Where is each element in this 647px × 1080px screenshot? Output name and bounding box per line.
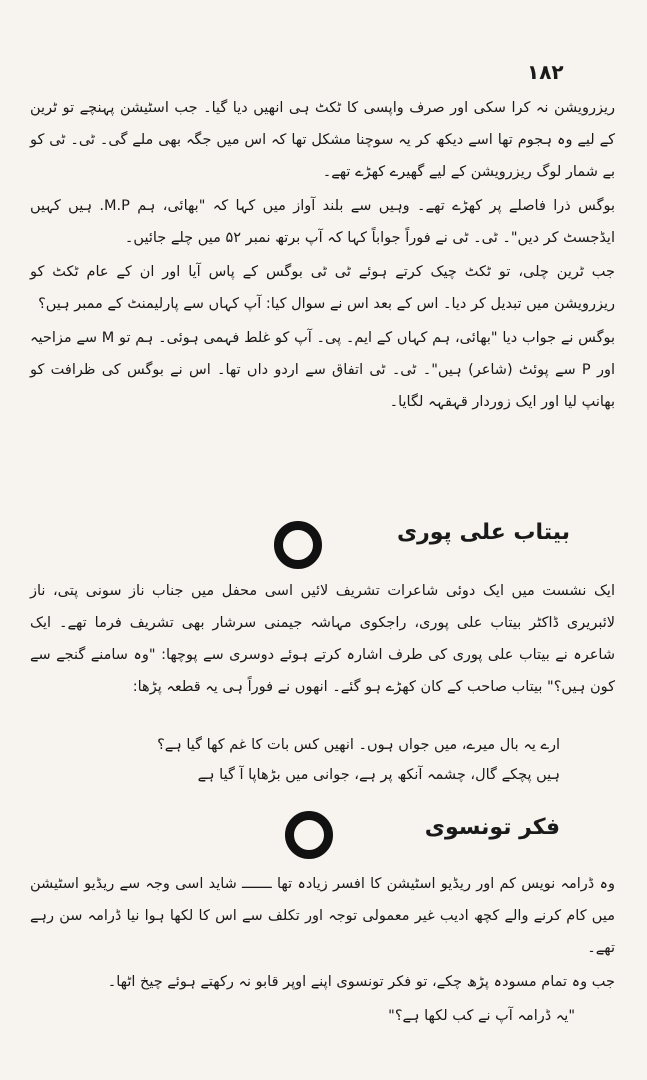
paragraph: ایک نشست میں ایک دوئی شاعرات تشریف لائیں اسی محفل میں جناب ناز سونی پتی، ناز لائبریری ڈاکٹر بیتاب علی پوری، راجکوی مہاشہ جیمنی سرشار بھی تشریف فرما تھے۔ ایک شاعرہ نے بیتاب علی پوری کی طرف اشارہ کرتے ہوئے دوسری سے پوچھا: "وہ سامنے گنجے سے کون ہیں؟" بیتاب صاحب کے کان کھڑے ہو گئے۔ انھوں نے فوراً ہی یہ قطعہ پڑھا: (30, 583, 615, 695)
paragraph: ریزرویشن نہ کرا سکی اور صرف واپسی کا ٹکٹ ہی انھیں دیا گیا۔ جب اسٹیشن پہنچے تو ٹرین کے لیے وہ ہجوم تھا اسے دیکھ کر یہ سوچنا مشکل تھا کہ اس میں جگہ بھی ملے گی۔ ٹی۔ ٹی کو بے شمار لوگ ریزرویشن کے لیے گھیرے کھڑے تھے۔ (30, 100, 615, 180)
section-bogus-anecdote (30, 92, 615, 418)
paragraph: جب ٹرین چلی، تو ٹکٹ چیک کرتے ہوئے ٹی ٹی بوگس کے پاس آیا اور ان کے عام ٹکٹ کو ریزرویشن میں تبدیل کر دیا۔ اس کے بعد اس نے سوال کیا: آپ کہاں سے پارلیمنٹ کے ممبر ہیں؟ (30, 264, 615, 312)
paragraph: بوگس نے جواب دیا "بھائی، ہم کہاں کے ایم۔ پی۔ آپ کو غلط فہمی ہوئی۔ ہم تو M سے مزاحیہ اور P سے پوئٹ (شاعر) ہیں"۔ ٹی۔ ٹی اتفاق سے اردو داں تھا۔ اس نے بوگس کی ظرافت کو بھانپ لیا اور ایک زوردار قہقہہ لگایا۔ (30, 330, 616, 410)
section-bullet-icon (285, 811, 333, 859)
section-bullet-icon (274, 521, 322, 569)
page-number: ۱۸۲ (527, 60, 564, 84)
paragraph: جب وہ تمام مسودہ پڑھ چکے، تو فکر تونسوی اپنے اوپر قابو نہ رکھتے ہوئے چیخ اٹھا۔ (107, 974, 615, 990)
section-fikr-taunsvi (30, 868, 615, 1032)
paragraph: "یہ ڈرامہ آپ نے کب لکھا ہے؟" (388, 1008, 575, 1024)
paragraph: بوگس ذرا فاصلے پر کھڑے تھے۔ وہیں سے بلند آواز میں کہا کہ "بھائی، ہم M.P. ہیں کہیں ایڈجسٹ کر دیں"۔ ٹی۔ ٹی نے فوراً جواباً کہا کہ آپ برتھ نمبر ۵۲ میں چلے جائیں۔ (30, 198, 615, 246)
paragraph: وہ ڈرامہ نویس کم اور ریڈیو اسٹیشن کا افسر زیادہ تھا ـــــــ شاید اسی وجہ سے ریڈیو اسٹیشن میں کام کرنے والے کچھ ادیب غیر معمولی توجہ اور تکلف سے اس کا لکھا ہوا نیا ڈرامہ سن رہے تھے۔ (30, 876, 615, 956)
section-heading-fikr-taunsvi: فکر تونسوی (424, 815, 560, 840)
section-heading-betab-ali-puri: بیتاب علی پوری (396, 520, 570, 545)
verse-line: ہیں پچکے گال، چشمہ آنکھ پر ہے، جوانی میں بڑھاپا آ گیا ہے (197, 767, 560, 783)
verse-block (70, 730, 560, 790)
verse-line: ارے یہ بال میرے، میں جواں ہوں۔ انھیں کس بات کا غم کھا گیا ہے؟ (157, 737, 560, 753)
section-betab-ali-puri (30, 575, 615, 703)
